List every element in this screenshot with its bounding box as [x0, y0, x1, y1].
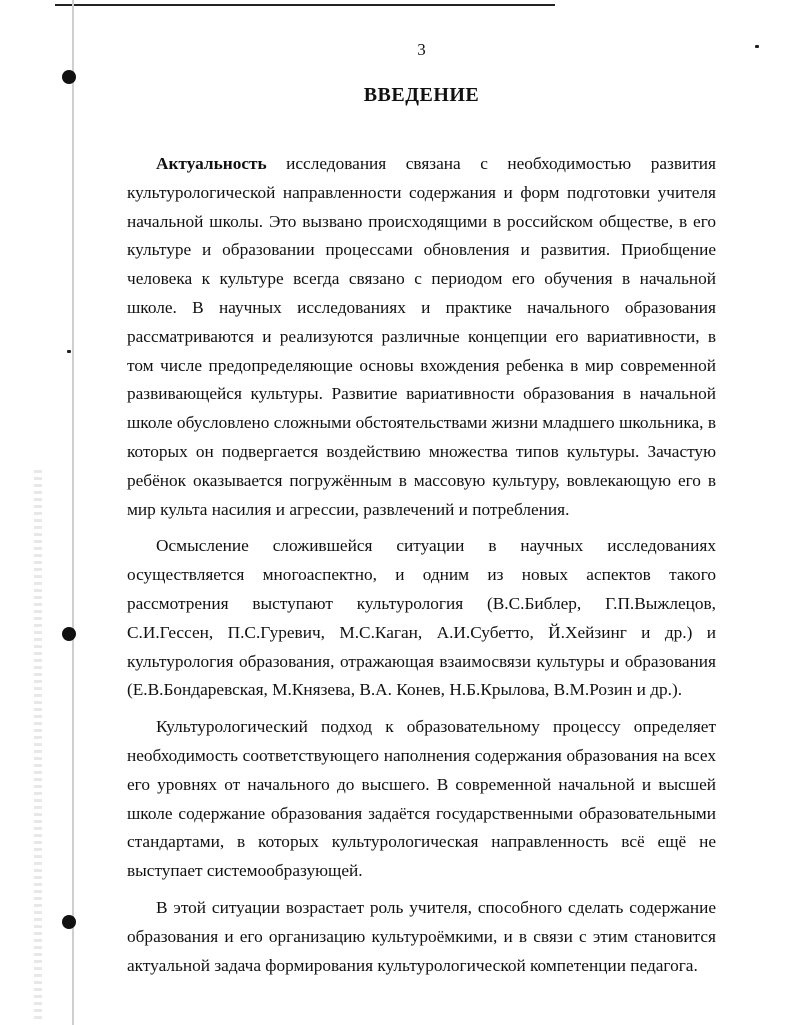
relevance-term: Актуальность: [156, 154, 267, 173]
punch-hole-marker: [62, 915, 76, 929]
punch-hole-marker: [62, 70, 76, 84]
paragraph-text: исследования связана с необходимостью развития культурологической направленности содержания и форм подготовки учителя начальной школы. Это вызвано происходящими в российском обществе, в его культуре и образовании процессами обновления и развития. Приобщение человека к культуре всегда связано с периодом его обучения в начальной школе. В научных исследованиях и практике начального образования рассматриваются и реализуются различные концепции его вариативности, в том числе предопределяющие основы вхождения ребенка в мир современной развивающейся культуры. Развитие вариативности образования в начальной школе обусловлено сложными обстоятельствами жизни младшего школьника, в которых он подвергается воздействию множества типов культуры. Зачастую ребёнок оказывается погружённым в массовую культуру, вовлекающую его в мир культа насилия и агрессии, развлечений и потребления.: [127, 154, 716, 519]
page-title: ВВЕДЕНИЕ: [363, 84, 480, 106]
page-number: 3: [417, 40, 426, 59]
top-scan-rule: [55, 4, 555, 6]
scan-artifact-strip: [34, 470, 42, 1020]
paragraph-relevance: [127, 150, 716, 524]
paragraph-cultural-approach: Культурологический подход к образовательному процессу определяет необходимость соответствующего наполнения содержания образования на всех его уровнях от начального до высшего. В современной начальной и высшей школе содержание образования задаётся государственными образовательными стандартами, в которых культурологическая направленность всё ещё не выступает системообразующей.: [127, 717, 716, 881]
punch-hole-marker: [62, 627, 76, 641]
paragraph-teacher-role: В этой ситуации возрастает роль учителя, способного сделать содержание образования и его организацию культуроёмкими, и в связи с этим становится актуальной задача формирования культурологической компетенции педагога.: [127, 897, 716, 975]
paragraph-research-aspects: Осмысление сложившейся ситуации в научных исследованиях осуществляется многоаспектно, и одним из новых аспектов такого рассмотрения выступают культурология (В.С.Библер, Г.П.Выжлецов, С.И.Гессен, П.С.Гуревич, М.С.Каган, А.И.Субетто, Й.Хейзинг и др.) и культурология образования, отражающая взаимосвязи культуры и образования (Е.В.Бондаревская, М.Князева, В.А. Конев, Н.Б.Крылова, В.М.Розин и др.).: [127, 536, 716, 700]
left-scan-edge: [72, 0, 74, 1025]
scan-speck: [67, 350, 71, 353]
document-body: [127, 150, 716, 988]
